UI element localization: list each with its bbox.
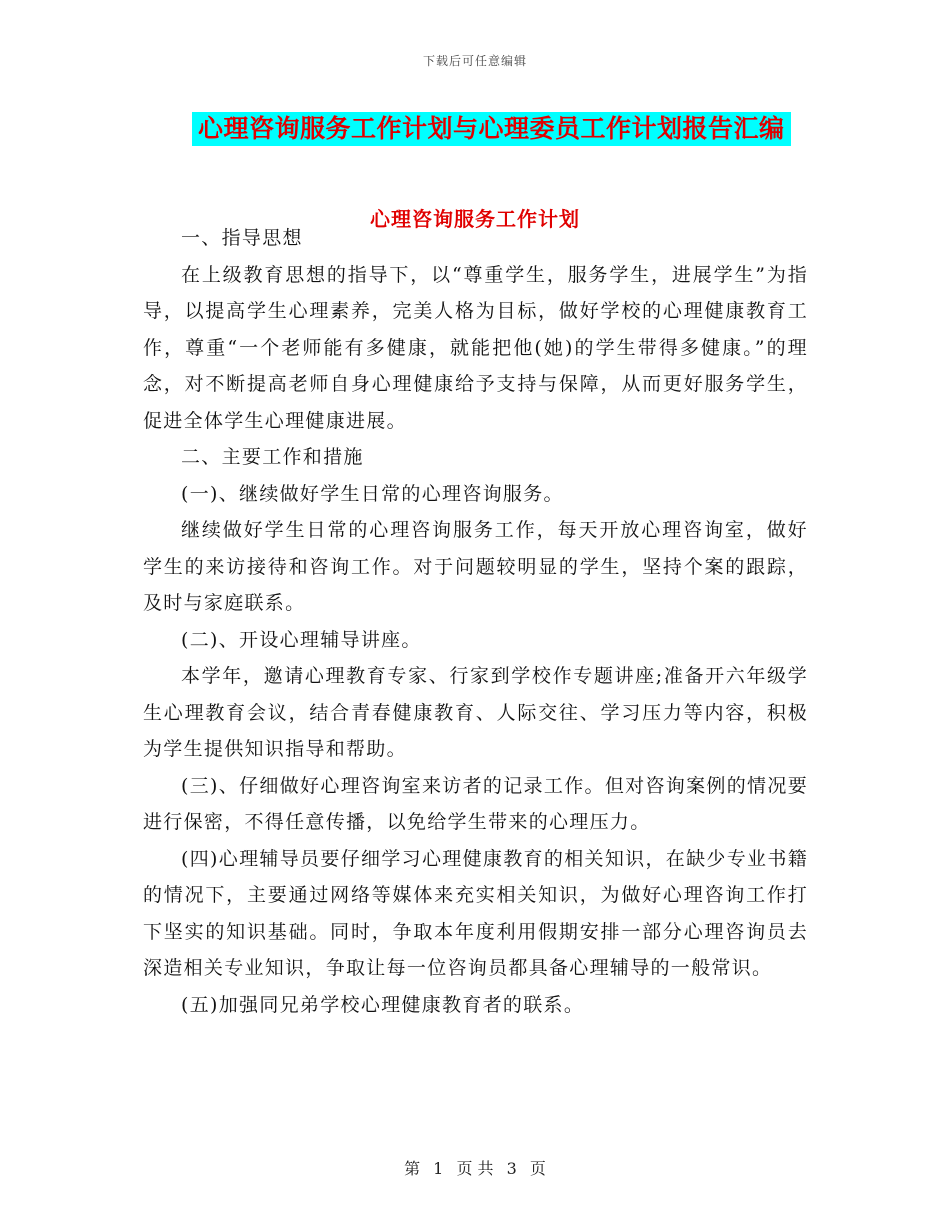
section-title: 心理咨询服务工作计划 [370, 207, 580, 231]
header-note: 下载后可任意编辑 [422, 54, 527, 68]
paragraph-item-2-title: (二)、开设心理辅导讲座。 [181, 628, 422, 651]
page-footer [0, 1156, 950, 1179]
footer-prefix: 第 [404, 1159, 421, 1178]
paragraph-guiding-thought: 在上级教育思想的指导下，以“尊重学生，服务学生，进展学生”为指导，以提高学生心理素养，完美人格为目标，做好学校的心理健康教育工作，尊重“一个老师能有多健康，就能把他(她)的学生带得多健康。”的理念，对不断提高老师自身心理健康给予支持与保障，从而更好服务学生，促进全体学生心理健康进展。 [143, 263, 808, 432]
footer-middle: 页 共 [456, 1159, 494, 1178]
footer-current-page: 1 [433, 1159, 444, 1178]
paragraph-heading-guiding-thought: 一、指导思想 [181, 227, 303, 249]
footer-total-pages: 3 [506, 1159, 517, 1178]
footer-suffix: 页 [529, 1159, 546, 1178]
paragraph-item-1-title: (一)、继续做好学生日常的心理咨询服务。 [181, 482, 564, 505]
document-title: 心理咨询服务工作计划与心理委员工作计划报告汇编 [192, 112, 791, 146]
paragraph-item-1-body: 继续做好学生日常的心理咨询服务工作，每天开放心理咨询室，做好学生的来访接待和咨询工作。对于问题较明显的学生，坚持个案的跟踪，及时与家庭联系。 [143, 519, 808, 614]
paragraph-item-3: (三)、仔细做好心理咨询室来访者的记录工作。但对咨询案例的情况要进行保密，不得任意传播，以免给学生带来的心理压力。 [143, 774, 808, 833]
paragraph-item-5: (五)加强同兄弟学校心理健康教育者的联系。 [181, 993, 585, 1016]
paragraph-item-2-body: 本学年，邀请心理教育专家、行家到学校作专题讲座;准备开六年级学生心理教育会议，结合青春健康教育、人际交往、学习压力等内容，积极为学生提供知识指导和帮助。 [143, 665, 808, 760]
paragraph-item-4: (四)心理辅导员要仔细学习心理健康教育的相关知识，在缺少专业书籍的情况下，主要通过网络等媒体来充实相关知识，为做好心理咨询工作打下坚实的知识基础。同时，争取本年度利用假期安排一部分心理咨询员去深造相关专业知识，争取让每一位咨询员都具备心理辅导的一般常识。 [143, 847, 808, 979]
paragraph-heading-main-work: 二、主要工作和措施 [181, 446, 364, 468]
document-body [143, 218, 808, 1023]
